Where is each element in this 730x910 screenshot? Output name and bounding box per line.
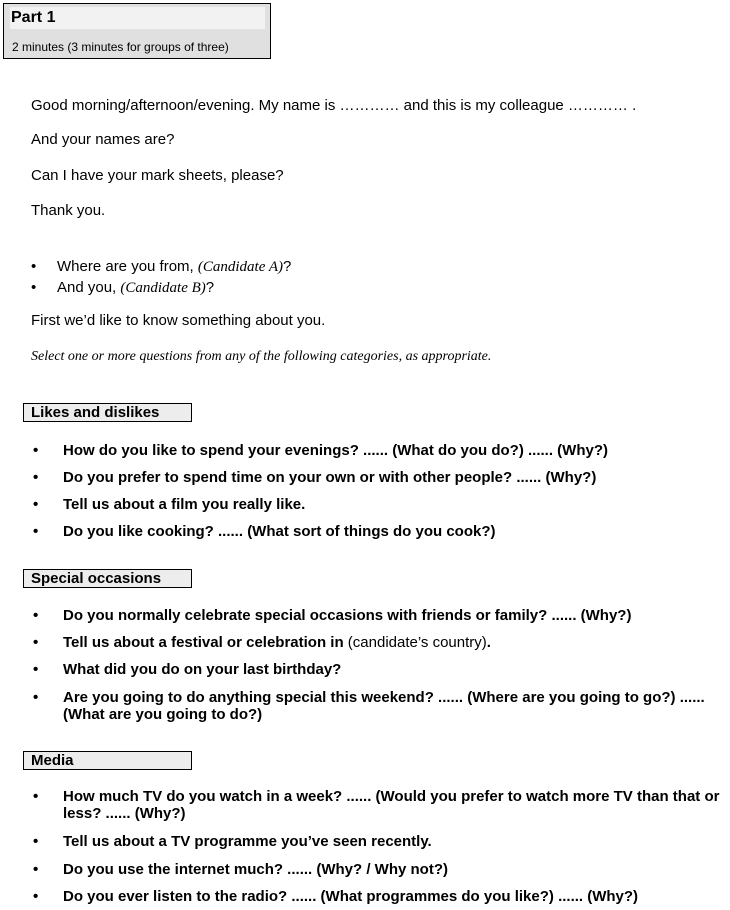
question-item xyxy=(33,496,723,513)
question-item xyxy=(33,788,723,822)
question-text: How do you like to spend your evenings? ...... (What do you do?) ...... (Why?) xyxy=(63,442,608,459)
question-item xyxy=(33,607,723,624)
question-text: Do you prefer to spend time on your own or with other people? ...... (Why?) xyxy=(63,469,597,486)
question-text: Tell us about a film you really like. xyxy=(63,496,306,513)
question-text: Tell us about a TV programme you’ve seen recently. xyxy=(63,833,432,850)
intro-bullet-where-from: • Where are you from, (Candidate A)? xyxy=(31,258,292,275)
bullet-icon: • xyxy=(33,888,39,905)
instruction-text: Select one or more questions from any of the following categories, as appropriate. xyxy=(31,349,492,364)
bullet-icon: • xyxy=(33,523,39,540)
bullet-icon: • xyxy=(33,442,39,459)
bullet-icon: • xyxy=(31,279,37,296)
question-text: Do you normally celebrate special occasions with friends or family? ...... (Why?) xyxy=(63,607,632,624)
section-title-occasions: Special occasions xyxy=(23,569,192,588)
bullet-icon: • xyxy=(31,258,37,275)
question-text: Do you ever listen to the radio? ...... (What programmes do you like?) ...... (Why?) xyxy=(63,888,639,905)
bullet-icon: • xyxy=(33,861,39,878)
intro-bullet-and-you: • And you, (Candidate B)? xyxy=(31,279,215,296)
question-item xyxy=(33,523,723,540)
question-text: Do you like cooking? ...... (What sort of things do you cook?) xyxy=(63,523,496,540)
bullet-icon: • xyxy=(33,788,39,805)
part-duration: 2 minutes (3 minutes for groups of three) xyxy=(12,40,229,54)
intro-names: And your names are? xyxy=(31,131,175,148)
bullet-icon: • xyxy=(33,607,39,624)
intro-mark-sheets: Can I have your mark sheets, please? xyxy=(31,167,284,184)
intro-greeting: Good morning/afternoon/evening. My name is ………… and this is my colleague ………… . xyxy=(31,97,637,114)
question-item xyxy=(33,442,723,459)
intro-thanks: Thank you. xyxy=(31,202,106,219)
part-header xyxy=(3,3,271,59)
question-item xyxy=(33,661,723,678)
question-item xyxy=(33,689,723,723)
question-item xyxy=(33,861,723,878)
section-title-media: Media xyxy=(23,751,192,770)
candidate-a-label: (Candidate A) xyxy=(197,259,284,275)
question-text: Are you going to do anything special this weekend? ...... (Where are you going to go?) ...... (What are you going to do?) xyxy=(63,689,705,723)
question-text: What did you do on your last birthday? xyxy=(63,661,342,678)
question-item xyxy=(33,833,723,850)
bullet-icon: • xyxy=(33,496,39,513)
candidate-country-label: (candidate’s country) xyxy=(347,634,487,651)
question-text: Tell us about a festival or celebration in (candidate’s country). xyxy=(63,634,491,651)
part-title: Part 1 xyxy=(10,7,265,29)
question-text: Do you use the internet much? ...... (Why? / Why not?) xyxy=(63,861,448,878)
candidate-b-label: (Candidate B) xyxy=(120,280,206,296)
question-item xyxy=(33,469,723,486)
bullet-icon: • xyxy=(33,689,39,706)
bullet-icon: • xyxy=(33,833,39,850)
question-text: How much TV do you watch in a week? ...... (Would you prefer to watch more TV than that or less? ...... (Why?) xyxy=(63,788,720,822)
bullet-icon: • xyxy=(33,634,39,651)
bullet-icon: • xyxy=(33,469,39,486)
intro-first: First we’d like to know something about you. xyxy=(31,312,326,329)
question-item xyxy=(33,634,723,651)
question-item xyxy=(33,888,723,905)
bullet-icon: • xyxy=(33,661,39,678)
section-title-likes: Likes and dislikes xyxy=(23,403,192,422)
